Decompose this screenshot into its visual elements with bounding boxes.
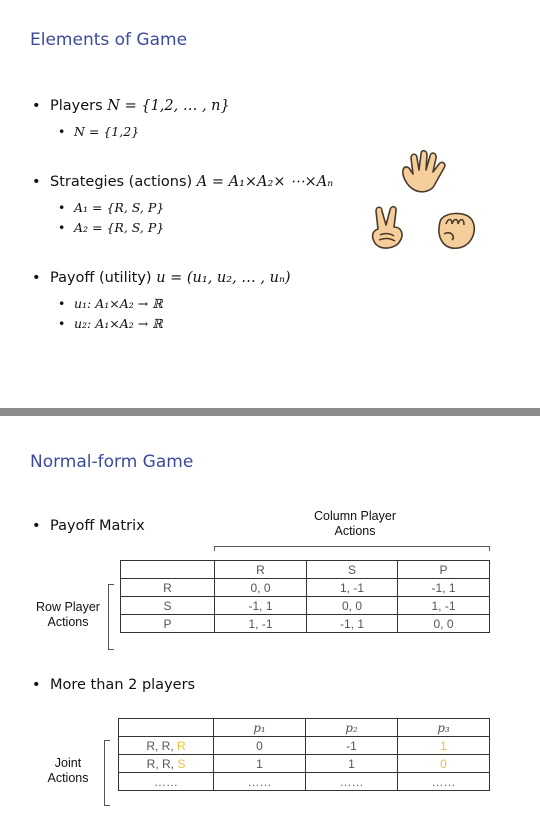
slide-elements-of-game [0,0,540,408]
joint-header-row: p₁ p₂ p₃ [119,719,490,737]
table-row: R, R, R 0 -1 1 [119,737,490,755]
sub-bullet-a2: • A₂ = {R, S, P} [58,220,165,235]
sub-bullet-u1: • u₁: A₁×A₂ → ℝ [58,296,163,311]
math-strategies: A = A₁×A₂× ⋯×Aₙ [196,174,334,190]
bullet-more-players: • More than 2 players [32,677,196,693]
table-row: S -1, 1 0, 0 1, -1 [121,597,490,615]
table-row: R, R, S 1 1 0 [119,755,490,773]
sub-bullet-a1: • A₁ = {R, S, P} [58,200,165,215]
table-row: P 1, -1 -1, 1 0, 0 [121,615,490,633]
joint-actions-table [118,718,490,791]
math-players: N = {1,2, … , n} [107,98,230,114]
slide-divider [0,408,540,416]
slide-normal-form-game [0,416,540,825]
bullet-label: Strategies (actions) [50,174,197,190]
sub-bullet-players: • N = {1,2} [58,124,140,139]
bullet-payoff-matrix: • Payoff Matrix [32,518,145,534]
payoff-matrix-table [120,560,490,633]
bullet-strategies: • Strategies (actions) A = A₁×A₂× ⋯×Aₙ [32,174,334,190]
matrix-header-row: R S P [121,561,490,579]
hand-scissors-icon [368,205,410,253]
bullet-players: • Players N = {1,2, … , n} [32,98,230,114]
table-row: …… …… …… …… [119,773,490,791]
bullet-payoff: • Payoff (utility) u = (u₁, u₂, … , uₙ) [32,270,291,286]
hand-rock-icon [432,208,478,252]
hand-paper-icon [395,150,455,200]
column-player-label: Column Player Actions [314,509,396,538]
bullet-label: Payoff (utility) [50,270,157,286]
row-bracket [108,584,114,650]
joint-actions-label: Joint Actions [47,756,89,785]
sub-bullet-u2: • u₂: A₁×A₂ → ℝ [58,316,163,331]
joint-bracket [104,740,110,806]
bullet-label: Players [50,98,108,114]
row-player-label: Row Player Actions [36,600,100,629]
table-row: R 0, 0 1, -1 -1, 1 [121,579,490,597]
slide-title: Elements of Game [30,30,188,50]
slide-title: Normal-form Game [30,452,194,472]
column-bracket [214,546,490,551]
math-payoff: u = (u₁, u₂, … , uₙ) [156,270,291,286]
